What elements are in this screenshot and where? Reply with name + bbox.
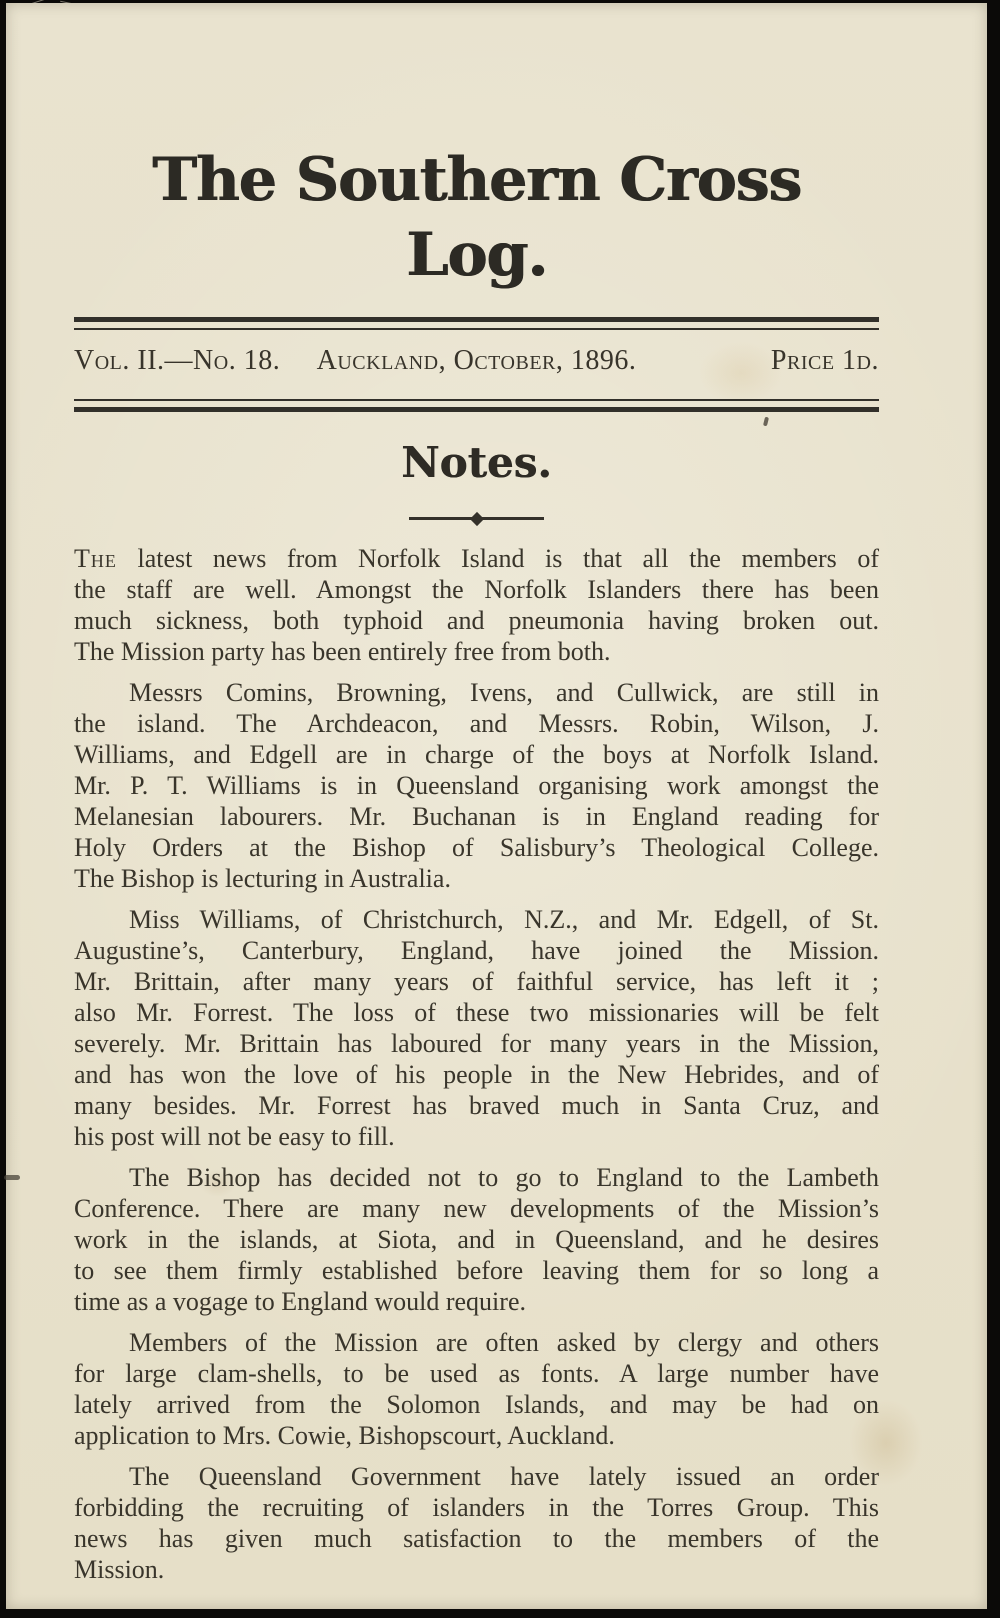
text-line: news has given much satisfaction to the members of the (74, 1524, 879, 1554)
text-line: The latest news from Norfolk Island is that all the members of (74, 544, 879, 574)
text-line: Mission. (74, 1555, 165, 1585)
issue-place-date: Auckland, October, 1896. (316, 345, 637, 376)
text-line: The Mission party has been entirely free from both. (74, 637, 611, 667)
text-line: work in the islands, at Siota, and in Queensland, and he desires (74, 1225, 879, 1255)
text-line: for large clam-shells, to be used as fonts. A large number have (74, 1359, 879, 1389)
text-line: to see them firmly established before leaving them for so long a (74, 1256, 879, 1286)
paragraph (74, 543, 879, 667)
double-rule-top (74, 317, 879, 330)
text-line: Mr. P. T. Williams is in Queensland organising work amongst the (74, 771, 879, 801)
text-line: time as a vogage to England would require. (74, 1287, 526, 1317)
text-line: severely. Mr. Brittain has laboured for many years in the Mission, (74, 1029, 879, 1059)
text-line: application to Mrs. Cowie, Bishopscourt, Auckland. (74, 1421, 615, 1451)
text-line: the staff are well. Amongst the Norfolk Islanders there has been (74, 575, 879, 605)
double-rule-bottom (74, 399, 879, 412)
text-line: Members of the Mission are often asked by clergy and others (129, 1328, 879, 1358)
notes-divider (409, 512, 544, 525)
text-line: many besides. Mr. Forrest has braved much in Santa Cruz, and (74, 1091, 879, 1121)
page-column (74, 143, 879, 1585)
diamond-ornament-icon (469, 512, 483, 526)
notes-heading: Notes. (401, 438, 552, 487)
text-line: Holy Orders at the Bishop of Salisbury’s Theological College. (74, 833, 879, 863)
text-line: his post will not be easy to fill. (74, 1122, 395, 1152)
issue-price: Price 1d. (770, 345, 879, 376)
issue-line (74, 345, 879, 377)
text-line: Mr. Brittain, after many years of faithful service, has left it ; (74, 967, 879, 997)
text-line: lately arrived from the Solomon Islands, and may be had on (74, 1390, 879, 1420)
issue-volume: Vol. II.—No. 18. (74, 345, 281, 376)
paragraph (74, 677, 879, 894)
margin-mark (4, 1175, 20, 1180)
text-line: Conference. There are many new developments of the Mission’s (74, 1194, 879, 1224)
text-line: Messrs Comins, Browning, Ivens, and Cullwick, are still in (129, 678, 879, 708)
text-line: and has won the love of his people in the New Hebrides, and of (74, 1060, 879, 1090)
text-line: forbidding the recruiting of islanders in the Torres Group. This (74, 1493, 879, 1523)
text-line: The Queensland Government have lately issued an order (129, 1462, 879, 1492)
section-heading (74, 438, 879, 488)
text-line: Melanesian labourers. Mr. Buchanan is in England reading for (74, 802, 879, 832)
text-line: also Mr. Forrest. The loss of these two missionaries will be felt (74, 998, 879, 1028)
article-body (74, 543, 879, 1585)
text-line: Augustine’s, Canterbury, England, have joined the Mission. (74, 936, 879, 966)
masthead (74, 143, 879, 293)
text-line: The Bishop is lecturing in Australia. (74, 864, 451, 894)
text-line: much sickness, both typhoid and pneumonia having broken out. (74, 606, 879, 636)
paragraph (74, 1327, 879, 1451)
text-line: Williams, and Edgell are in charge of the boys at Norfolk Island. (74, 740, 879, 770)
masthead-title: The Southern Cross Log. (152, 145, 801, 290)
text-line: the island. The Archdeacon, and Messrs. Robin, Wilson, J. (74, 709, 879, 739)
paragraph (74, 1461, 879, 1585)
scanned-page (6, 3, 987, 1609)
paragraph (74, 1162, 879, 1317)
smallcaps-lead: The (74, 544, 117, 574)
text-line: The Bishop has decided not to go to England to the Lambeth (129, 1163, 879, 1193)
paragraph (74, 904, 879, 1152)
text-line: Miss Williams, of Christchurch, N.Z., and Mr. Edgell, of St. (129, 905, 879, 935)
